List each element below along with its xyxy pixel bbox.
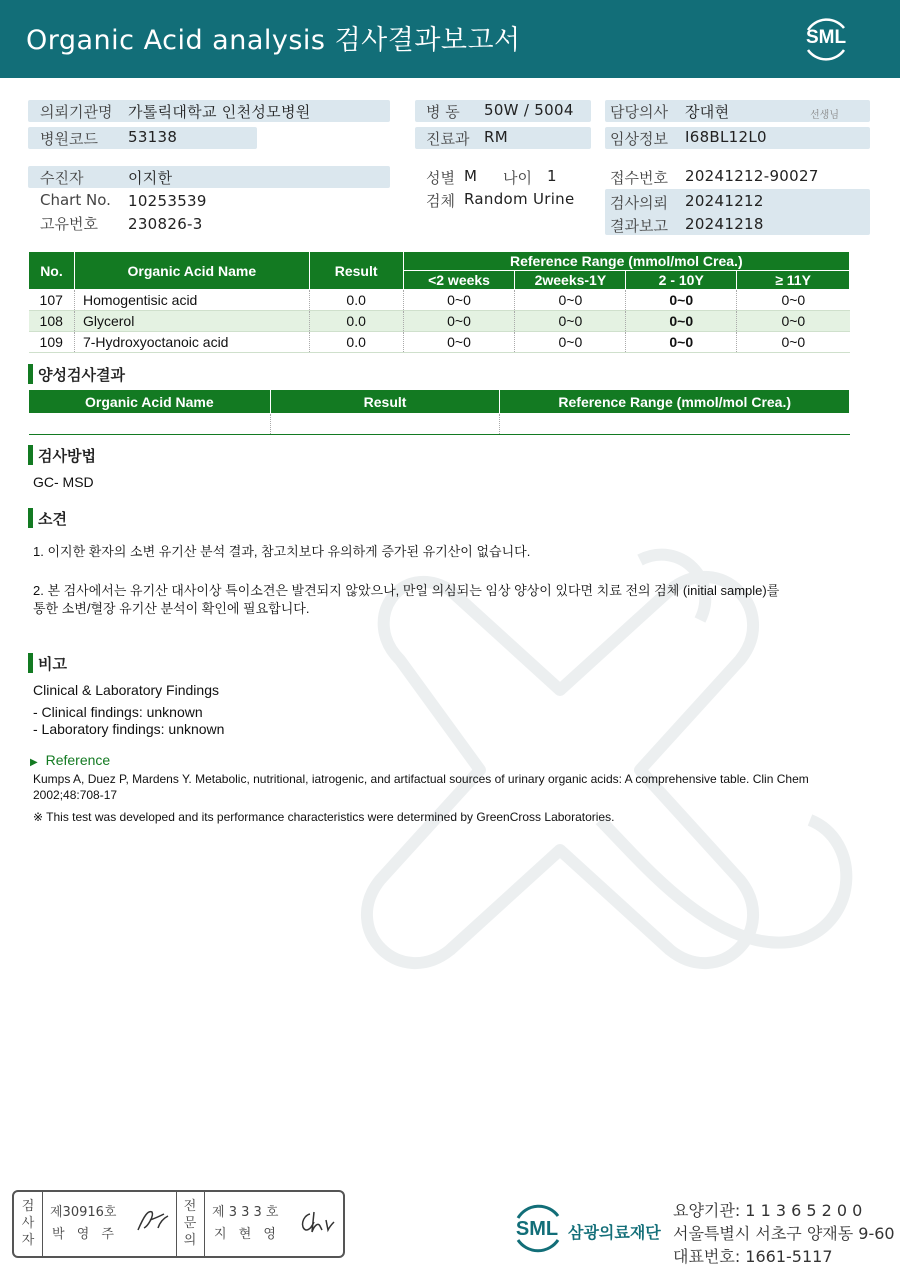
opinion-line-3: 통한 소변/혈장 유기산 분석이 확인에 필요합니다. — [33, 601, 310, 616]
row-result: 0.0 — [309, 332, 403, 353]
row-result: 0.0 — [309, 311, 403, 332]
header-name: Organic Acid Name — [74, 252, 309, 290]
footer-logo-text: SML — [515, 1218, 559, 1240]
footer-logo-icon — [508, 1200, 566, 1256]
age-value: 1 — [547, 167, 557, 185]
sex-value: M — [464, 167, 478, 185]
patient-label: 수진자 — [40, 169, 84, 187]
specimen-value: Random Urine — [464, 190, 575, 208]
positive-empty-row — [29, 414, 850, 435]
positive-table — [28, 389, 850, 435]
examiner-name: 박 영 주 — [52, 1227, 118, 1242]
report-header — [0, 0, 900, 78]
row-range-1: 0~0 — [403, 311, 515, 332]
institution-label: 의뢰기관명 — [40, 103, 113, 121]
row-range-2: 0~0 — [515, 332, 626, 353]
header-no: No. — [29, 252, 75, 290]
report-date-value: 20241218 — [685, 215, 764, 233]
row-name: Homogentisic acid — [74, 290, 309, 311]
row-range-3: 0~0 — [626, 311, 737, 332]
remarks-line-3: - Laboratory findings: unknown — [33, 721, 225, 737]
doctor-suffix: 선생님 — [810, 110, 839, 121]
positive-header-ref: Reference Range (mmol/mol Crea.) — [500, 390, 850, 414]
opinion-section-bar — [28, 508, 33, 528]
sml-logo — [800, 14, 852, 64]
sex-label: 성별 — [426, 169, 455, 187]
patient-value: 이지한 — [128, 169, 173, 187]
reference-text: Kumps A, Duez P, Mardens Y. Metabolic, nutritional, iatrogenic, and artifactual sources of urinary organic acids: A comprehensive table. Clin Chem 2002;48:708-17 — [33, 772, 809, 802]
signature-divider — [42, 1192, 43, 1256]
remarks-section-title: 비고 — [38, 655, 67, 673]
examiner-signature-icon — [134, 1206, 174, 1236]
row-range-1: 0~0 — [403, 290, 515, 311]
remarks-line-2: - Clinical findings: unknown — [33, 704, 203, 720]
reference-note: ※ This test was developed and its performance characteristics were determined by GreenCross Laboratories. — [33, 810, 615, 824]
receipt-value: 20241212-90027 — [685, 167, 819, 185]
age-label: 나이 — [503, 169, 532, 187]
report-title: Organic Acid analysis 검사결과보고서 — [26, 25, 521, 56]
uid-value: 230826-3 — [128, 215, 203, 233]
reference-title-text: Reference — [45, 752, 111, 768]
triangle-right-icon: ▶ — [30, 757, 38, 768]
signature-divider — [176, 1192, 177, 1256]
header-ref: Reference Range (mmol/mol Crea.) — [403, 252, 849, 271]
positive-section-bar — [28, 364, 33, 384]
footer-address: 서울특별시 서초구 양재동 9-60 — [673, 1224, 895, 1243]
request-label: 검사의뢰 — [610, 194, 668, 212]
header-result: Result — [309, 252, 403, 290]
doctor-value: 장대현 — [685, 103, 730, 121]
report-date-label: 결과보고 — [610, 217, 668, 235]
request-value: 20241212 — [685, 192, 764, 210]
clinical-value: I68BL12L0 — [685, 128, 767, 146]
positive-empty-cell — [500, 414, 850, 435]
row-range-1: 0~0 — [403, 332, 515, 353]
footer-brand: 삼광의료재단 — [568, 1223, 661, 1242]
institution-value: 가톨릭대학교 인천성모병원 — [128, 103, 311, 121]
positive-empty-cell — [29, 414, 271, 435]
table-row — [29, 332, 850, 353]
header-range-2: 2weeks-1Y — [515, 271, 626, 290]
row-name: 7-Hydroxyoctanoic acid — [74, 332, 309, 353]
header-range-4: ≥ 11Y — [737, 271, 850, 290]
row-range-4: 0~0 — [737, 290, 850, 311]
row-no: 107 — [29, 290, 75, 311]
dept-label: 진료과 — [426, 130, 470, 148]
specimen-label: 검체 — [426, 192, 455, 210]
clinical-label: 임상정보 — [610, 130, 668, 148]
row-name: Glycerol — [74, 311, 309, 332]
ward-value: 50W / 5004 — [484, 101, 574, 119]
opinion-line-2: 2. 본 검사에서는 유기산 대사이상 특이소견은 발견되지 않았으나, 만일 의심되는 임상 양상이 있다면 치료 전의 검체 (initial sample)를 — [33, 583, 780, 598]
doctor-label: 담당의사 — [610, 103, 668, 121]
hospital-code-value: 53138 — [128, 128, 178, 146]
row-range-3: 0~0 — [626, 332, 737, 353]
receipt-label: 접수번호 — [610, 169, 668, 187]
row-range-2: 0~0 — [515, 290, 626, 311]
opinion-line-1: 1. 이지한 환자의 소변 유기산 분석 결과, 참고치보다 유의하게 증가된 유기산이 없습니다. — [33, 544, 531, 559]
remarks-line-1: Clinical & Laboratory Findings — [33, 682, 219, 698]
reference-title — [30, 752, 110, 768]
row-no: 109 — [29, 332, 75, 353]
row-range-3: 0~0 — [626, 290, 737, 311]
footer-code: 요양기관: 1 1 3 6 5 2 0 0 — [673, 1201, 863, 1220]
header-range-3: 2 - 10Y — [626, 271, 737, 290]
header-range-1: <2 weeks — [403, 271, 515, 290]
table-row — [29, 290, 850, 311]
logo-text: SML — [805, 27, 847, 48]
row-range-2: 0~0 — [515, 311, 626, 332]
opinion-section-title: 소견 — [38, 510, 67, 528]
chart-value: 10253539 — [128, 192, 207, 210]
method-section-title: 검사방법 — [38, 447, 96, 465]
table-row — [29, 311, 850, 332]
specialist-no: 제 3 3 3 호 — [212, 1205, 279, 1220]
hospital-code-label: 병원코드 — [40, 130, 98, 148]
row-range-4: 0~0 — [737, 311, 850, 332]
positive-empty-cell — [270, 414, 500, 435]
specialist-signature-icon — [296, 1208, 336, 1238]
chart-label: Chart No. — [40, 191, 111, 209]
examiner-label: 검 사 자 — [21, 1199, 35, 1248]
ward-label: 병 동 — [426, 103, 460, 121]
positive-header-result: Result — [270, 390, 500, 414]
dept-value: RM — [484, 128, 508, 146]
specialist-name: 지 현 영 — [214, 1227, 280, 1242]
uid-label: 고유번호 — [40, 215, 98, 233]
signature-box — [12, 1190, 345, 1258]
row-range-4: 0~0 — [737, 332, 850, 353]
row-no: 108 — [29, 311, 75, 332]
examiner-no: 제30916호 — [50, 1205, 117, 1220]
result-table — [28, 251, 850, 353]
method-section-bar — [28, 445, 33, 465]
specialist-label: 전 문 의 — [183, 1199, 197, 1248]
remarks-section-bar — [28, 653, 33, 673]
method-value: GC- MSD — [33, 474, 94, 490]
positive-section-title: 양성검사결과 — [38, 366, 125, 384]
row-result: 0.0 — [309, 290, 403, 311]
signature-divider — [204, 1192, 205, 1256]
footer-phone: 대표번호: 1661-5117 — [673, 1247, 833, 1266]
positive-header-name: Organic Acid Name — [29, 390, 271, 414]
